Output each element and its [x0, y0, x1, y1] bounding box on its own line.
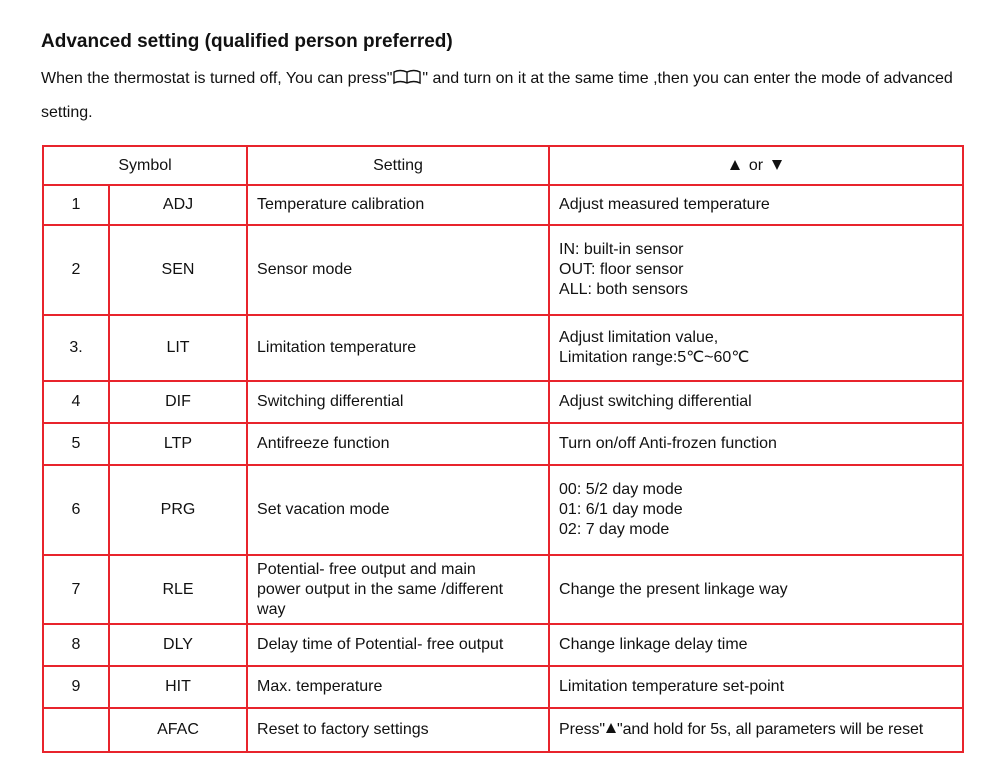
setting-line: power output in the same /different	[257, 580, 504, 598]
row-number: 2	[43, 225, 109, 315]
row-number: 8	[43, 624, 109, 666]
row-setting: Max. temperature	[247, 666, 549, 708]
header-arrows	[549, 146, 963, 185]
description-line: Limitation range:5℃~60℃	[559, 349, 750, 366]
intro-text-after: " and turn on it at the same time ,then you can enter the mode of advanced setting.	[41, 70, 953, 121]
table-row	[43, 555, 963, 624]
table-row	[43, 381, 963, 423]
row-description	[549, 225, 963, 315]
table-row	[43, 708, 963, 752]
row-setting: Sensor mode	[247, 225, 549, 315]
row-number: 9	[43, 666, 109, 708]
table-row	[43, 423, 963, 465]
row-symbol: LIT	[109, 315, 247, 381]
table-row	[43, 225, 963, 315]
advanced-settings-table	[42, 145, 964, 753]
row-symbol: PRG	[109, 465, 247, 555]
description-line: IN: built-in sensor	[559, 241, 684, 258]
row-description: Adjust measured temperature	[549, 185, 963, 225]
row-number	[43, 708, 109, 752]
triangle-down-icon	[772, 160, 782, 170]
row-number: 5	[43, 423, 109, 465]
row-description: Change linkage delay time	[549, 624, 963, 666]
row-symbol: LTP	[109, 423, 247, 465]
row-description: Adjust switching differential	[549, 381, 963, 423]
description-line: 01: 6/1 day mode	[559, 501, 683, 518]
description-line: 02: 7 day mode	[559, 521, 670, 538]
row-symbol: DIF	[109, 381, 247, 423]
row-description	[549, 315, 963, 381]
row-setting: Antifreeze function	[247, 423, 549, 465]
row-symbol: DLY	[109, 624, 247, 666]
row-symbol: ADJ	[109, 185, 247, 225]
row-symbol: AFAC	[109, 708, 247, 752]
description-line: 00: 5/2 day mode	[559, 481, 683, 498]
description-text-before: Press"	[559, 721, 605, 738]
row-setting: Reset to factory settings	[247, 708, 549, 752]
row-setting: Limitation temperature	[247, 315, 549, 381]
row-number: 1	[43, 185, 109, 225]
setting-line: way	[257, 600, 286, 618]
row-setting: Temperature calibration	[247, 185, 549, 225]
row-description: Limitation temperature set-point	[549, 666, 963, 708]
description-line: OUT: floor sensor	[559, 261, 684, 278]
table-row	[43, 185, 963, 225]
row-symbol: RLE	[109, 555, 247, 624]
row-number: 7	[43, 555, 109, 624]
table-row	[43, 666, 963, 708]
intro-paragraph	[41, 62, 981, 130]
description-line: Adjust limitation value,	[559, 329, 719, 346]
row-number: 4	[43, 381, 109, 423]
header-or: or	[748, 156, 764, 174]
row-number: 3.	[43, 315, 109, 381]
description-line: ALL: both sensors	[559, 281, 688, 298]
row-setting: Switching differential	[247, 381, 549, 423]
header-setting: Setting	[247, 146, 549, 185]
row-description	[549, 465, 963, 555]
row-symbol: SEN	[109, 225, 247, 315]
triangle-up-icon	[730, 160, 740, 170]
table-row	[43, 624, 963, 666]
table-header-row	[43, 146, 963, 185]
table-row	[43, 465, 963, 555]
setting-line: Potential- free output and main	[257, 560, 476, 578]
row-symbol: HIT	[109, 666, 247, 708]
triangle-up-icon	[606, 723, 616, 733]
row-setting	[247, 555, 549, 624]
book-icon	[392, 69, 422, 85]
intro-text-before: When the thermostat is turned off, You can press"	[41, 70, 393, 87]
row-number: 6	[43, 465, 109, 555]
row-setting: Delay time of Potential- free output	[247, 624, 549, 666]
table-row	[43, 315, 963, 381]
row-setting: Set vacation mode	[247, 465, 549, 555]
row-description: Turn on/off Anti-frozen function	[549, 423, 963, 465]
row-description	[549, 708, 963, 752]
header-symbol: Symbol	[43, 146, 247, 185]
page-title: Advanced setting (qualified person preferred)	[41, 31, 453, 52]
row-description: Change the present linkage way	[549, 555, 963, 624]
description-text-after: "and hold for 5s, all parameters will be reset	[617, 721, 924, 738]
